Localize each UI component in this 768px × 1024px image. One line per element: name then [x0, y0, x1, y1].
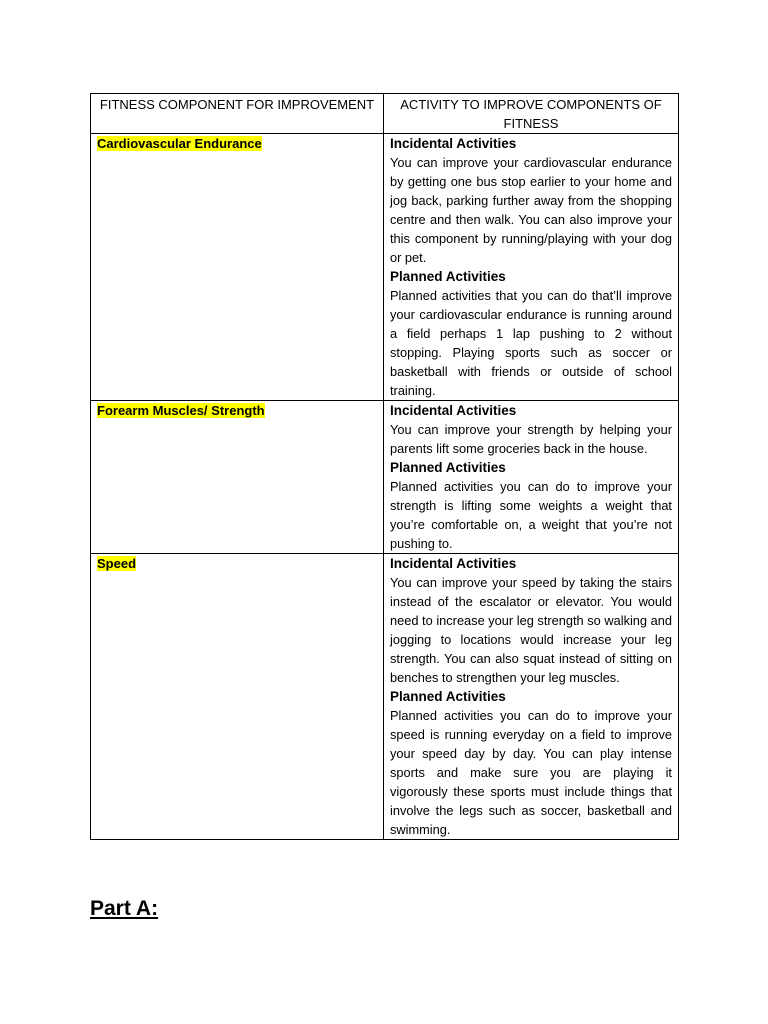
table-row — [91, 401, 679, 554]
incidental-text: You can improve your speed by taking the stairs instead of the escalator or elevator. You would need to increase your leg strength so walking and jogging to locations would increase your leg strength. You can also squat instead of sitting on benches to strengthen your leg muscles. — [390, 575, 672, 685]
fitness-table — [90, 93, 679, 840]
planned-text: Planned activities that you can do that’ll improve your cardiovascular endurance is running around a field perhaps 1 lap pushing to 2 without stopping. Playing sports such as soccer or basketball with friends or outside of school training. — [390, 288, 672, 398]
incidental-heading: Incidental Activities — [390, 556, 517, 571]
activity-cell — [384, 554, 679, 840]
planned-text: Planned activities you can do to improve your strength is lifting some weights a weight that you’re comfortable on, a weight that you’re not pushing to. — [390, 479, 672, 551]
component-cell — [91, 134, 384, 401]
component-cell — [91, 554, 384, 840]
incidental-text: You can improve your cardiovascular endurance by getting one bus stop earlier to your home and jog back, parking further away from the shopping centre and then walk. You can also improve your this component by running/playing with your dog or pet. — [390, 155, 672, 265]
planned-heading: Planned Activities — [390, 689, 506, 704]
header-activity: ACTIVITY TO IMPROVE COMPONENTS OF FITNESS — [384, 94, 679, 134]
activity-cell — [384, 134, 679, 401]
header-fitness-component: FITNESS COMPONENT FOR IMPROVEMENT — [91, 94, 384, 134]
component-cell — [91, 401, 384, 554]
table-row — [91, 134, 679, 401]
planned-text: Planned activities you can do to improve your speed is running everyday on a field to improve your speed day by day. You can play intense sports and make sure you are playing it vigorously these sports must include things that involve the legs such as soccer, basketball and swimming. — [390, 708, 672, 837]
component-label-cardiovascular: Cardiovascular Endurance — [97, 136, 262, 151]
activity-cell — [384, 401, 679, 554]
incidental-text: You can improve your strength by helping your parents lift some groceries back in the house. — [390, 422, 672, 456]
component-label-speed: Speed — [97, 556, 137, 571]
table-header-row — [91, 94, 679, 134]
planned-heading: Planned Activities — [390, 269, 506, 284]
part-a-heading: Part A: — [90, 897, 159, 920]
incidental-heading: Incidental Activities — [390, 136, 517, 151]
component-label-forearm: Forearm Muscles/ Strength — [97, 403, 265, 418]
table-row — [91, 554, 679, 840]
planned-heading: Planned Activities — [390, 460, 506, 475]
incidental-heading: Incidental Activities — [390, 403, 517, 418]
